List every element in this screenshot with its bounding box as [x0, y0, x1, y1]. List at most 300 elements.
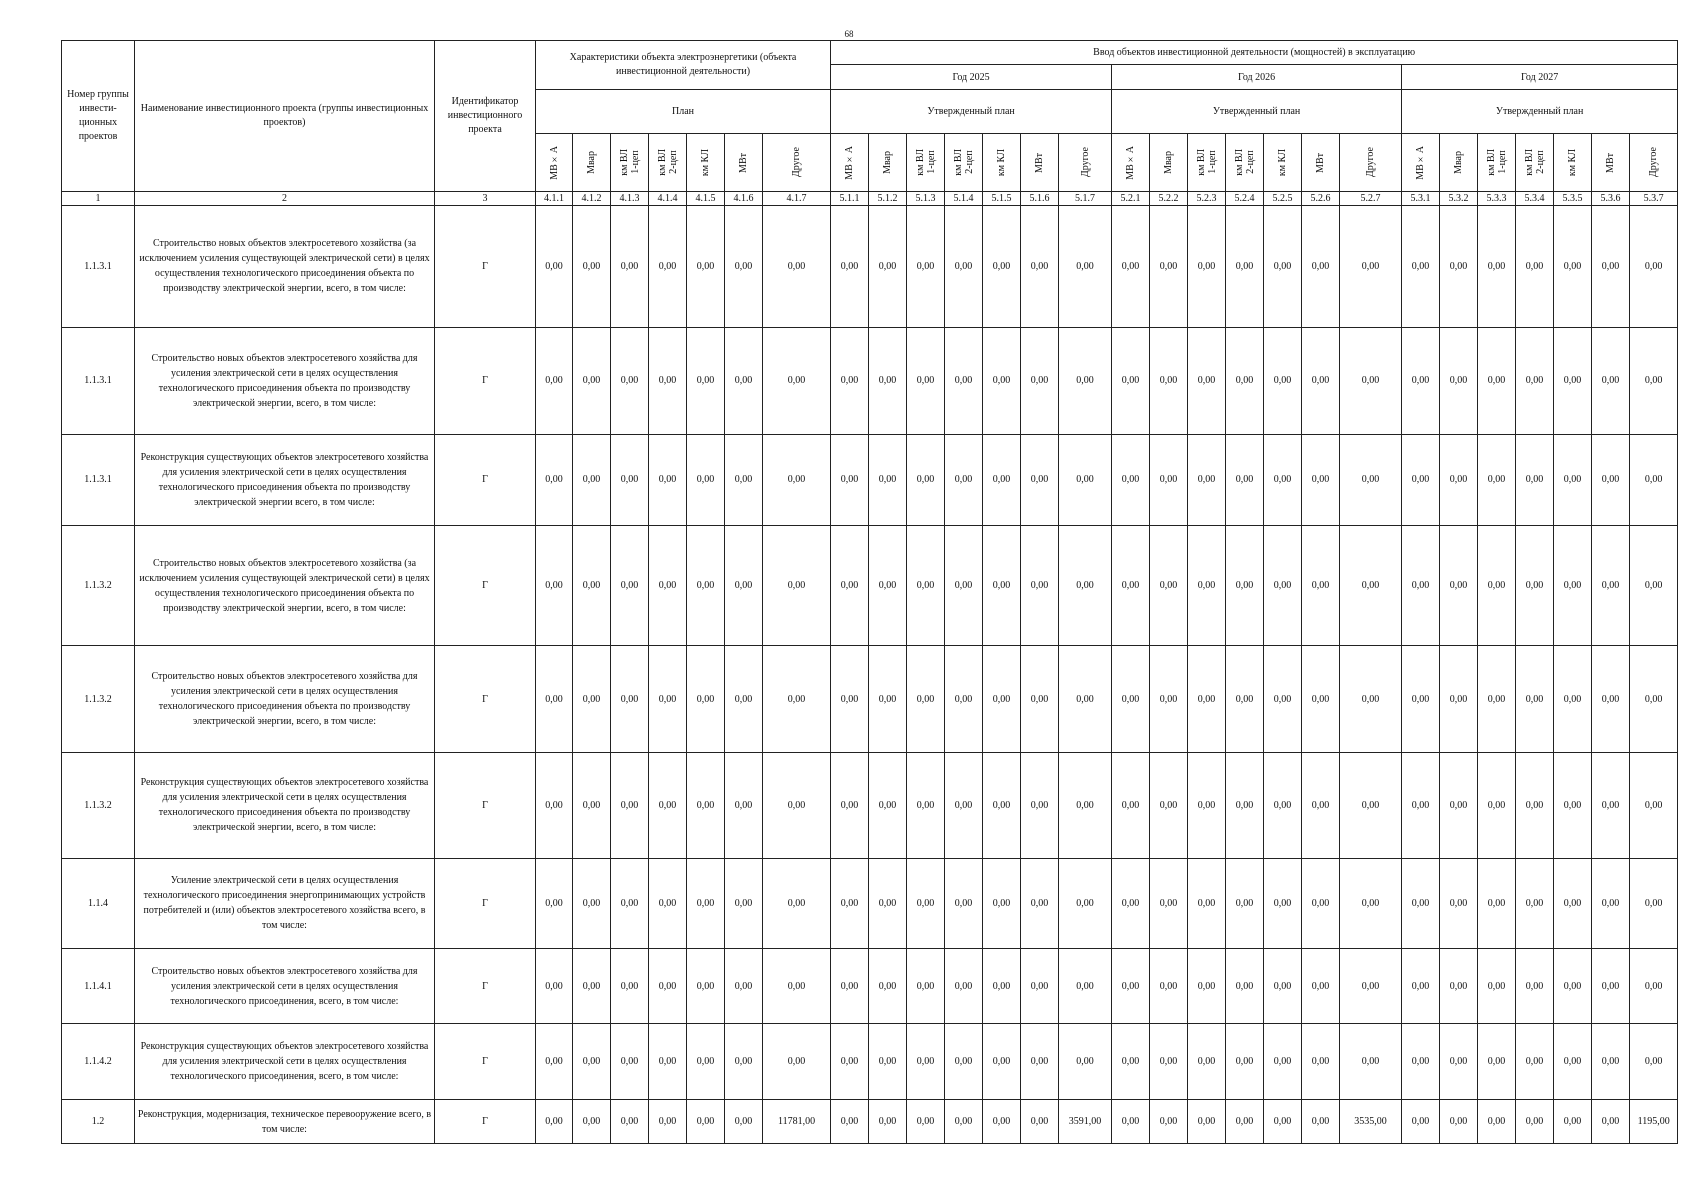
- row-value-cell: 0,00: [1440, 752, 1478, 858]
- header-characteristics-text: Характеристики объекта электроэнергетики (объекта инвестиционной деятельности): [569, 52, 797, 77]
- row-identifier: Г: [435, 435, 536, 526]
- row-value-cell: 0,00: [983, 206, 1021, 328]
- row-value-cell: 0,00: [1592, 206, 1630, 328]
- unit-header-wrap: [831, 136, 868, 190]
- unit-header-label: км КЛ: [996, 148, 1008, 177]
- row-value-cell: 0,00: [1188, 1024, 1226, 1100]
- row-value-cell: 0,00: [1554, 435, 1592, 526]
- row-value-cell: 0,00: [649, 1024, 687, 1100]
- row-value-cell: 0,00: [1059, 948, 1112, 1024]
- unit-header-wrap: [907, 136, 944, 190]
- row-value-cell: 0,00: [725, 859, 763, 949]
- unit-header-label: км ВЛ 1-цеп: [1195, 149, 1218, 176]
- row-value-cell: 0,00: [1340, 948, 1402, 1024]
- header-year-2026: Год 2026: [1112, 65, 1402, 90]
- row-value-cell: 0,00: [1188, 1100, 1226, 1144]
- column-number: 5.3.7: [1630, 192, 1678, 206]
- row-value-cell: 0,00: [1630, 525, 1678, 646]
- row-value-cell: 0,00: [907, 752, 945, 858]
- row-value-cell: 0,00: [1226, 1024, 1264, 1100]
- row-value-cell: 0,00: [1226, 327, 1264, 434]
- column-number: 5.1.4: [945, 192, 983, 206]
- unit-header-wrap: [1630, 136, 1677, 190]
- row-value-cell: 0,00: [763, 948, 831, 1024]
- row-value-cell: 0,00: [1516, 1024, 1554, 1100]
- row-value-cell: 0,00: [1059, 859, 1112, 949]
- row-value-cell: 0,00: [649, 646, 687, 752]
- unit-header-label: МВ×А: [1125, 145, 1137, 180]
- row-value-cell: 0,00: [983, 646, 1021, 752]
- column-number: 5.3.1: [1402, 192, 1440, 206]
- row-value-cell: 0,00: [725, 327, 763, 434]
- unit-header-label: МВ×А: [1415, 145, 1427, 180]
- row-value-cell: 0,00: [1112, 859, 1150, 949]
- row-value-cell: 0,00: [1264, 525, 1302, 646]
- row-value-cell: 0,00: [831, 1100, 869, 1144]
- row-value-cell: 0,00: [945, 435, 983, 526]
- row-value-cell: 0,00: [1554, 646, 1592, 752]
- row-identifier: Г: [435, 752, 536, 858]
- row-value-cell: 0,00: [1440, 646, 1478, 752]
- row-value-cell: 0,00: [1226, 646, 1264, 752]
- unit-header-2027-6: [1592, 134, 1630, 192]
- unit-header-label: Мвар: [1163, 151, 1175, 174]
- row-value-cell: 0,00: [649, 525, 687, 646]
- row-group-number: 1.1.3.1: [62, 435, 135, 526]
- column-number: 5.3.2: [1440, 192, 1478, 206]
- row-value-cell: 0,00: [1516, 435, 1554, 526]
- unit-header-2027-4: [1516, 134, 1554, 192]
- row-project-name: Строительство новых объектов электросетевого хозяйства для усиления электрической сети в целях осуществления технологического присоединения, всего, в том числе:: [135, 948, 435, 1024]
- unit-header-wrap: [1021, 136, 1058, 190]
- row-value-cell: 0,00: [1021, 948, 1059, 1024]
- table-row: [62, 1100, 1678, 1144]
- row-value-cell: 0,00: [1340, 752, 1402, 858]
- row-value-cell: 0,00: [611, 206, 649, 328]
- unit-header-label: Другое: [1365, 147, 1377, 178]
- row-value-cell: 0,00: [1059, 646, 1112, 752]
- row-value-cell: 0,00: [1402, 752, 1440, 858]
- row-value-cell: 0,00: [1554, 206, 1592, 328]
- row-value-cell: 0,00: [831, 646, 869, 752]
- unit-header-2026-1: [1112, 134, 1150, 192]
- row-value-cell: 0,00: [869, 646, 907, 752]
- unit-header-label: км КЛ: [700, 148, 711, 177]
- header-year-2027: Год 2027: [1402, 65, 1678, 90]
- row-project-name: Строительство новых объектов электросетевого хозяйства для усиления электрической сети в целях осуществления технологического присоединения объекта по производству электрической энергии, всего, в том числе:: [135, 327, 435, 434]
- unit-header-2027-2: [1440, 134, 1478, 192]
- row-identifier: Г: [435, 1024, 536, 1100]
- row-value-cell: 0,00: [1150, 1100, 1188, 1144]
- column-number: 5.2.1: [1112, 192, 1150, 206]
- unit-header-2026-7: [1340, 134, 1402, 192]
- row-project-name: Реконструкция существующих объектов электросетевого хозяйства для усиления электрической сети в целях осуществления технологического присоединения объекта по производству электрической энергии всего, в том числе:: [135, 435, 435, 526]
- unit-header-label: км ВЛ 2-цеп: [952, 149, 975, 176]
- row-value-cell: 0,00: [1630, 327, 1678, 434]
- row-value-cell: 0,00: [1592, 752, 1630, 858]
- row-value-cell: 0,00: [536, 525, 573, 646]
- row-value-cell: 0,00: [1021, 1024, 1059, 1100]
- row-value-cell: 0,00: [869, 525, 907, 646]
- row-value-cell: 0,00: [1264, 752, 1302, 858]
- row-project-name: Строительство новых объектов электросетевого хозяйства (за исключением усиления существующей электрической сети) в целях осуществления технологического присоединения объекта по производству электрической энергии, всего, в том числе:: [135, 206, 435, 328]
- unit-header-label: км ВЛ 2-цеп: [656, 149, 679, 176]
- unit-header-plan-1: [536, 134, 573, 192]
- row-value-cell: 0,00: [649, 327, 687, 434]
- unit-header-wrap: [1150, 136, 1187, 190]
- row-value-cell: 0,00: [1264, 206, 1302, 328]
- row-value-cell: 0,00: [1112, 1024, 1150, 1100]
- row-value-cell: 0,00: [1188, 206, 1226, 328]
- row-value-cell: 0,00: [763, 435, 831, 526]
- row-value-cell: 0,00: [1440, 206, 1478, 328]
- row-value-cell: 0,00: [1478, 646, 1516, 752]
- row-value-cell: 0,00: [831, 435, 869, 526]
- row-value-cell: 0,00: [1630, 1024, 1678, 1100]
- row-value-cell: 0,00: [1302, 752, 1340, 858]
- unit-header-wrap: [1226, 136, 1263, 190]
- row-value-cell: 0,00: [1478, 1024, 1516, 1100]
- row-project-name: Строительство новых объектов электросетевого хозяйства для усиления электрической сети в целях осуществления технологического присоединения объекта по производству электрической энергии, всего, в том числе:: [135, 646, 435, 752]
- column-number: 5.2.6: [1302, 192, 1340, 206]
- unit-header-wrap: [1340, 136, 1401, 190]
- row-group-number: 1.1.3.2: [62, 646, 135, 752]
- row-value-cell: 0,00: [1592, 1100, 1630, 1144]
- row-value-cell: 0,00: [869, 435, 907, 526]
- unit-header-wrap: [1112, 136, 1149, 190]
- row-value-cell: 0,00: [869, 327, 907, 434]
- row-project-name: Строительство новых объектов электросетевого хозяйства (за исключением усиления существующей электрической сети) в целях осуществления технологического присоединения объекта по производству электрической энергии, всего, в том числе:: [135, 525, 435, 646]
- unit-header-wrap: [1264, 136, 1301, 190]
- row-value-cell: 0,00: [1592, 948, 1630, 1024]
- row-value-cell: 0,00: [907, 948, 945, 1024]
- row-value-cell: 0,00: [1264, 1100, 1302, 1144]
- row-value-cell: 0,00: [831, 859, 869, 949]
- row-value-cell: 0,00: [1264, 948, 1302, 1024]
- row-value-cell: 0,00: [1302, 948, 1340, 1024]
- header-identifier: [435, 41, 536, 192]
- row-value-cell: 0,00: [763, 1024, 831, 1100]
- row-value-cell: 0,00: [1188, 859, 1226, 949]
- row-identifier: Г: [435, 948, 536, 1024]
- row-value-cell: 0,00: [536, 435, 573, 526]
- row-value-cell: 0,00: [1264, 435, 1302, 526]
- row-value-cell: 0,00: [573, 327, 611, 434]
- row-value-cell: 0,00: [649, 948, 687, 1024]
- row-value-cell: 0,00: [763, 525, 831, 646]
- unit-header-2025-5: [983, 134, 1021, 192]
- row-group-number: 1.1.3.1: [62, 206, 135, 328]
- header-commissioning: [831, 41, 1678, 65]
- table-row: [62, 646, 1678, 752]
- row-value-cell: 0,00: [1516, 327, 1554, 434]
- row-value-cell: 0,00: [1340, 435, 1402, 526]
- unit-header-plan-5: [687, 134, 725, 192]
- unit-header-2025-7: [1059, 134, 1112, 192]
- unit-header-wrap: [536, 136, 572, 190]
- row-value-cell: 0,00: [1021, 859, 1059, 949]
- unit-header-wrap: [1554, 136, 1591, 190]
- unit-header-2026-2: [1150, 134, 1188, 192]
- row-value-cell: 0,00: [869, 206, 907, 328]
- row-value-cell: 0,00: [1021, 752, 1059, 858]
- row-value-cell: 0,00: [725, 646, 763, 752]
- row-value-cell: 0,00: [536, 752, 573, 858]
- unit-header-plan-4: [649, 134, 687, 192]
- row-value-cell: 0,00: [1226, 1100, 1264, 1144]
- row-value-cell: 0,00: [536, 1100, 573, 1144]
- row-value-cell: 0,00: [869, 1100, 907, 1144]
- row-value-cell: 0,00: [1478, 752, 1516, 858]
- row-group-number: 1.1.3.1: [62, 327, 135, 434]
- row-group-number: 1.1.4.1: [62, 948, 135, 1024]
- row-value-cell: 0,00: [1059, 525, 1112, 646]
- unit-header-label: МВт: [1605, 152, 1617, 173]
- column-number: 2: [135, 192, 435, 206]
- row-value-cell: 0,00: [1440, 1100, 1478, 1144]
- row-value-cell: 11781,00: [763, 1100, 831, 1144]
- header-year-2025: Год 2025: [831, 65, 1112, 90]
- row-value-cell: 0,00: [1592, 525, 1630, 646]
- row-value-cell: 0,00: [1516, 1100, 1554, 1144]
- unit-header-wrap: [649, 136, 686, 190]
- row-value-cell: 0,00: [1440, 435, 1478, 526]
- row-value-cell: 0,00: [945, 206, 983, 328]
- row-project-name: Реконструкция существующих объектов электросетевого хозяйства для усиления электрической сети в целях осуществления технологического присоединения, всего, в том числе:: [135, 1024, 435, 1100]
- row-value-cell: 0,00: [763, 206, 831, 328]
- row-value-cell: 0,00: [536, 206, 573, 328]
- row-value-cell: 0,00: [1150, 948, 1188, 1024]
- table-row: [62, 327, 1678, 434]
- header-project-name-text: Наименование инвестиционного проекта (группы инвестиционных проектов): [140, 103, 429, 128]
- row-value-cell: 0,00: [1630, 206, 1678, 328]
- unit-header-label: Другое: [791, 147, 803, 178]
- column-number: 5.2.4: [1226, 192, 1264, 206]
- row-value-cell: 0,00: [1630, 948, 1678, 1024]
- row-value-cell: 0,00: [1630, 435, 1678, 526]
- row-value-cell: 0,00: [869, 948, 907, 1024]
- row-identifier: Г: [435, 859, 536, 949]
- unit-header-plan-6: [725, 134, 763, 192]
- table-row: [62, 948, 1678, 1024]
- row-project-name: Реконструкция существующих объектов электросетевого хозяйства для усиления электрической сети в целях осуществления технологического присоединения объекта по производству электрической энергии, всего, в том числе:: [135, 752, 435, 858]
- row-value-cell: 0,00: [1554, 948, 1592, 1024]
- row-value-cell: 0,00: [1226, 525, 1264, 646]
- header-group-number-text: Номер группы инвести-ционных проектов: [67, 89, 129, 142]
- column-number: 5.1.3: [907, 192, 945, 206]
- row-value-cell: 0,00: [1059, 1024, 1112, 1100]
- unit-header-wrap: [1302, 136, 1339, 190]
- row-value-cell: 0,00: [945, 1100, 983, 1144]
- unit-header-label: МВт: [1315, 152, 1327, 173]
- row-value-cell: 0,00: [907, 1024, 945, 1100]
- row-value-cell: 0,00: [831, 1024, 869, 1100]
- row-value-cell: 0,00: [687, 435, 725, 526]
- row-identifier: Г: [435, 1100, 536, 1144]
- row-value-cell: 0,00: [1264, 859, 1302, 949]
- row-group-number: 1.1.3.2: [62, 752, 135, 858]
- column-number: 5.3.5: [1554, 192, 1592, 206]
- row-value-cell: 0,00: [1478, 859, 1516, 949]
- row-value-cell: 0,00: [573, 752, 611, 858]
- row-value-cell: 0,00: [536, 646, 573, 752]
- row-value-cell: 0,00: [573, 646, 611, 752]
- column-number: 5.3.3: [1478, 192, 1516, 206]
- row-value-cell: 0,00: [1592, 1024, 1630, 1100]
- row-value-cell: 0,00: [1402, 435, 1440, 526]
- unit-header-2025-6: [1021, 134, 1059, 192]
- row-value-cell: 0,00: [1112, 327, 1150, 434]
- row-value-cell: 0,00: [649, 1100, 687, 1144]
- page-number: 68: [844, 29, 854, 39]
- row-value-cell: 0,00: [1402, 206, 1440, 328]
- unit-header-plan-2: [573, 134, 611, 192]
- row-value-cell: 0,00: [611, 752, 649, 858]
- row-value-cell: 0,00: [536, 948, 573, 1024]
- column-numbers-row: [62, 192, 1678, 206]
- row-value-cell: 0,00: [1264, 1024, 1302, 1100]
- row-value-cell: 0,00: [831, 948, 869, 1024]
- unit-header-wrap: [1516, 136, 1553, 190]
- row-value-cell: 0,00: [1554, 525, 1592, 646]
- column-number: 4.1.6: [725, 192, 763, 206]
- row-value-cell: 0,00: [945, 948, 983, 1024]
- row-value-cell: 0,00: [1478, 327, 1516, 434]
- row-value-cell: 0,00: [1402, 859, 1440, 949]
- row-value-cell: 0,00: [1188, 525, 1226, 646]
- row-value-cell: 0,00: [725, 948, 763, 1024]
- unit-header-label: км ВЛ 1-цеп: [914, 149, 937, 176]
- column-number: 5.2.3: [1188, 192, 1226, 206]
- row-value-cell: 0,00: [1226, 859, 1264, 949]
- row-value-cell: 0,00: [1516, 752, 1554, 858]
- row-value-cell: 0,00: [1302, 1024, 1340, 1100]
- row-value-cell: 0,00: [1440, 948, 1478, 1024]
- row-value-cell: 0,00: [869, 859, 907, 949]
- unit-header-plan-3: [611, 134, 649, 192]
- row-value-cell: 0,00: [1021, 1100, 1059, 1144]
- row-value-cell: 0,00: [831, 752, 869, 858]
- header-row-1: [62, 41, 1678, 65]
- row-value-cell: 0,00: [983, 327, 1021, 434]
- row-value-cell: 0,00: [725, 435, 763, 526]
- column-number: 5.2.5: [1264, 192, 1302, 206]
- unit-header-2026-3: [1188, 134, 1226, 192]
- row-value-cell: 0,00: [1150, 206, 1188, 328]
- row-value-cell: 0,00: [1478, 206, 1516, 328]
- row-value-cell: 0,00: [725, 525, 763, 646]
- row-value-cell: 0,00: [945, 327, 983, 434]
- row-value-cell: 0,00: [1340, 525, 1402, 646]
- unit-header-2025-2: [869, 134, 907, 192]
- header-commissioning-text: Ввод объектов инвестиционной деятельности (мощностей) в эксплуатацию: [1093, 46, 1416, 58]
- row-value-cell: 0,00: [611, 646, 649, 752]
- column-number: 5.1.1: [831, 192, 869, 206]
- unit-header-label: Другое: [1079, 147, 1091, 178]
- row-value-cell: 0,00: [1226, 435, 1264, 526]
- column-number: 4.1.1: [536, 192, 573, 206]
- row-value-cell: 0,00: [763, 859, 831, 949]
- row-value-cell: 0,00: [1340, 859, 1402, 949]
- row-value-cell: 0,00: [1516, 646, 1554, 752]
- unit-header-wrap: [983, 136, 1020, 190]
- row-value-cell: 0,00: [1478, 525, 1516, 646]
- row-value-cell: 0,00: [1340, 206, 1402, 328]
- row-value-cell: 0,00: [983, 1024, 1021, 1100]
- unit-header-label: км ВЛ 2-цеп: [1523, 149, 1546, 176]
- row-value-cell: 0,00: [945, 1024, 983, 1100]
- row-value-cell: 0,00: [869, 1024, 907, 1100]
- row-value-cell: 0,00: [1112, 646, 1150, 752]
- row-value-cell: 0,00: [573, 206, 611, 328]
- unit-header-wrap: [945, 136, 982, 190]
- row-value-cell: 0,00: [1150, 859, 1188, 949]
- row-value-cell: 0,00: [1112, 435, 1150, 526]
- row-value-cell: 0,00: [1059, 327, 1112, 434]
- unit-header-2027-3: [1478, 134, 1516, 192]
- row-value-cell: 0,00: [1402, 1024, 1440, 1100]
- row-identifier: Г: [435, 525, 536, 646]
- unit-header-2025-3: [907, 134, 945, 192]
- row-value-cell: 0,00: [687, 752, 725, 858]
- row-project-name: Реконструкция, модернизация, техническое перевооружение всего, в том числе:: [135, 1100, 435, 1144]
- row-value-cell: 0,00: [611, 525, 649, 646]
- unit-header-2026-6: [1302, 134, 1340, 192]
- column-number: 5.2.2: [1150, 192, 1188, 206]
- row-group-number: 1.1.3.2: [62, 525, 135, 646]
- row-value-cell: 0,00: [573, 525, 611, 646]
- row-value-cell: 0,00: [1302, 206, 1340, 328]
- row-value-cell: 0,00: [1059, 206, 1112, 328]
- unit-header-label: км ВЛ 2-цеп: [1233, 149, 1256, 176]
- row-value-cell: 0,00: [907, 646, 945, 752]
- row-value-cell: 0,00: [1516, 206, 1554, 328]
- column-number: 4.1.3: [611, 192, 649, 206]
- row-value-cell: 0,00: [725, 206, 763, 328]
- unit-header-2025-1: [831, 134, 869, 192]
- row-value-cell: 0,00: [725, 1024, 763, 1100]
- table-row: [62, 525, 1678, 646]
- unit-header-2026-4: [1226, 134, 1264, 192]
- row-value-cell: 0,00: [687, 859, 725, 949]
- row-value-cell: 0,00: [1059, 752, 1112, 858]
- row-value-cell: 0,00: [1302, 646, 1340, 752]
- row-value-cell: 0,00: [1554, 1024, 1592, 1100]
- unit-header-label: км ВЛ 1-цеп: [1485, 149, 1508, 176]
- row-value-cell: 3591,00: [1059, 1100, 1112, 1144]
- row-value-cell: 0,00: [649, 206, 687, 328]
- unit-header-label: Другое: [1648, 147, 1660, 178]
- row-value-cell: 0,00: [907, 206, 945, 328]
- row-value-cell: 0,00: [1021, 646, 1059, 752]
- row-value-cell: 0,00: [1021, 327, 1059, 434]
- row-value-cell: 0,00: [1440, 327, 1478, 434]
- row-value-cell: 0,00: [649, 752, 687, 858]
- row-value-cell: 0,00: [1150, 752, 1188, 858]
- column-number: 1: [62, 192, 135, 206]
- row-value-cell: 0,00: [1188, 327, 1226, 434]
- row-value-cell: 0,00: [945, 752, 983, 858]
- row-value-cell: 0,00: [611, 435, 649, 526]
- row-value-cell: 0,00: [1302, 435, 1340, 526]
- unit-header-label: Мвар: [586, 151, 597, 174]
- table-row: [62, 1024, 1678, 1100]
- row-group-number: 1.1.4: [62, 859, 135, 949]
- row-value-cell: 0,00: [573, 948, 611, 1024]
- row-value-cell: 0,00: [1302, 1100, 1340, 1144]
- row-value-cell: 0,00: [907, 1100, 945, 1144]
- row-value-cell: 0,00: [1112, 1100, 1150, 1144]
